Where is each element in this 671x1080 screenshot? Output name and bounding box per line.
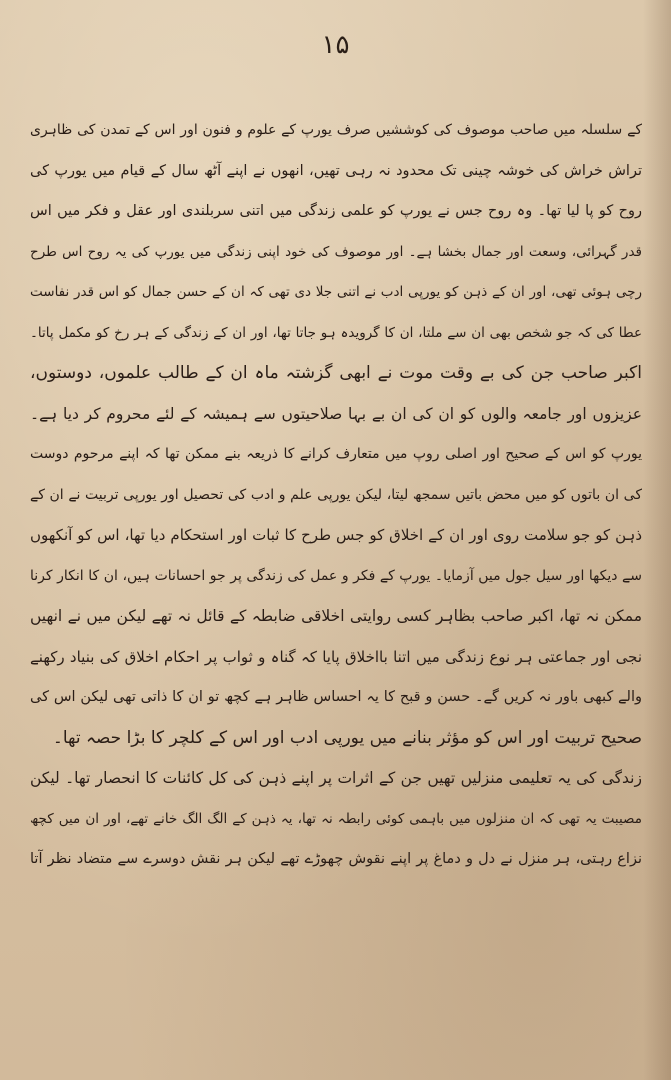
text-line: نزاع رہتی، ہر منزل نے دل و دماغ پر اپنے نقوش چھوڑے تھے لیکن ہر نقش دوسرے سے متضاد نظر آتا	[30, 851, 642, 867]
page-number: ۱۵	[321, 30, 350, 60]
text-line: والے کبھی باور نہ کریں گے۔ حسن و قبح کا یہ احساس ظاہر ہے کچھ تو ان کا ذاتی تھی لیکن اس کی	[30, 689, 642, 705]
text-line: عطا کی کہ جو شخص بھی ان سے ملتا، ان کا گرویدہ ہو جاتا تھا، اور ان کے زندگی کے ہر رخ کو مکمل پاتا۔	[30, 324, 642, 341]
text-line: رچی ہوئی تھی، اور ان کے ذہن کو یورپی ادب نے اتنی جلا دی تھی کہ ان کے حسن جمال کو اس قدر نفاست	[30, 284, 642, 300]
text-line: کے سلسلہ میں صاحب موصوف کی کوششیں صرف یورپ کے علوم و فنون اور اس کے تمدن کی ظاہری	[30, 122, 642, 138]
text-line: کی ان باتوں کو میں محض باتیں سمجھ لیتا، لیکن یورپی علم و ادب کی تحصیل اور یورپی تربیت نے ان کے	[30, 486, 642, 503]
text-line: زندگی کی یہ تعلیمی منزلیں تھیں جن کے اثرات پر اپنے ذہن کی کل کائنات کا انحصار تھا۔ لیکن	[30, 769, 642, 787]
text-line: مصیبت یہ تھی کہ ان منزلوں میں باہمی کوئی رابطہ نہ تھا، یہ ذہن کے الگ الگ خانے تھے، اور ان میں کچھ	[30, 810, 642, 827]
text-line: سے دیکھا اور سیل جول میں آزمایا۔ یورپ کے فکر و عمل کی زندگی پر جو احسانات ہیں، ان کا انکار کرنا	[30, 567, 642, 584]
text-line: روح کو پا لیا تھا۔ وہ روح جس نے یورپ کو علمی زندگی میں اتنی سربلندی اور عقل و فکر میں اس	[30, 203, 642, 219]
page-edge-shadow	[643, 0, 671, 1080]
body-text	[30, 110, 642, 1050]
text-line: تراش خراش کی خوشہ چینی تک محدود نہ رہی تھیں، انھوں نے اپنے آٹھ سال کے قیام میں یورپ کی	[30, 162, 642, 179]
text-line: ممکن نہ تھا، اکبر صاحب بظاہر کسی روایتی اخلاقی ضابطہ کے قائل نہ تھے لیکن میں نے انھیں	[30, 607, 642, 625]
text-line: قدر گہرائی، وسعت اور جمال بخشا ہے۔ اور موصوف کی خود اپنی زندگی میں یورپ کی یہ روح اس طرح	[30, 243, 642, 260]
text-line: صحیح تربیت اور اس کو مؤثر بنانے میں یورپی ادب اور اس کے کلچر کا بڑا حصہ تھا۔	[52, 727, 642, 748]
text-line: اکبر صاحب جن کی بے وقت موت نے ابھی گزشتہ ماہ ان کے طالب علموں، دوستوں،	[30, 363, 642, 383]
text-line: عزیزوں اور جامعہ والوں کو ان کی ان بے بہا صلاحیتوں سے ہمیشہ کے لئے محروم کر دیا ہے۔	[30, 404, 642, 423]
text-line: ذہن کو جو سلامت روی اور ان کے اخلاق کو جس طرح کا ثبات اور استحکام دیا تھا، اس کو آنکھوں	[30, 526, 642, 544]
text-line: یورپ کو اس کے صحیح اور اصلی روپ میں متعارف کرانے کا ذریعہ بنے ممکن تھا کہ اپنے مرحوم دوست	[30, 446, 642, 462]
text-line: نجی اور جماعتی ہر نوع زندگی میں اتنا بااخلاق پایا کہ گناہ و ثواب پر احکام اخلاق کی بنیاد رکھنے	[30, 647, 642, 666]
